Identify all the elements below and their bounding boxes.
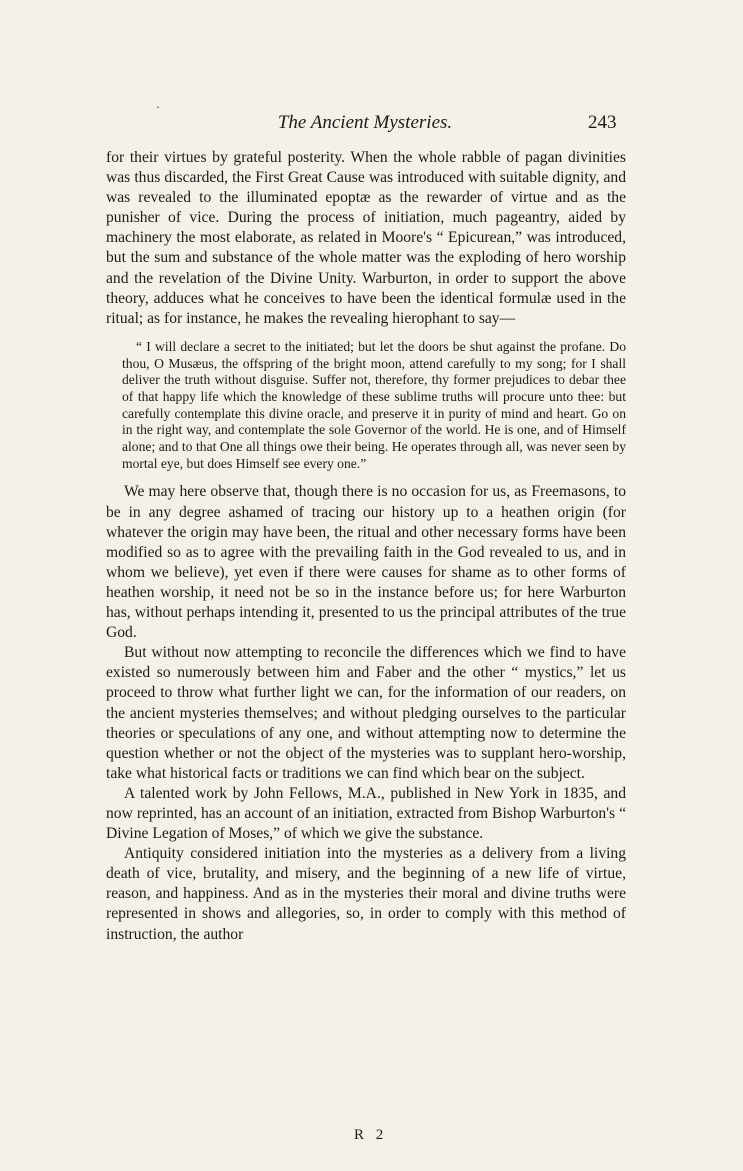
paragraph-5: Antiquity considered initiation into the mysteries as a delivery from a living death of vice, brutality, and misery, and the beginning of a new life of virtue, reason, and happiness. And as in the mysteries their moral and divine truths were represented in shows and allegories, so, in order to comply with this method of instruction, the author — [106, 845, 626, 943]
running-title: The Ancient Mysteries. — [277, 112, 453, 133]
paragraph-2: We may here observe that, though there is no occasion for us, as Freemasons, to be in any degree ashamed of tracing our history up to a heathen origin (for whatever the origin may have been, the ritual and other necessary forms have been modified so as to agree with the prevailing faith in the God revealed to us, and in whom we believe), yet even if there were causes for shame as to other forms of heathen worship, it need not be so in the instance before us; for here Warburton has, without perhaps intending it, presented to us the principal attributes of the true God. — [106, 483, 626, 642]
page-header — [0, 112, 743, 138]
paragraph-4: A talented work by John Fellows, M.A., published in New York in 1835, and now reprinted, has an account of an initiation, extracted from Bishop Warburton's “ Divine Legation of Moses,” of which we give the substance. — [106, 784, 626, 843]
stray-mark: · — [156, 100, 160, 114]
block-quote — [106, 339, 626, 473]
page-body — [106, 148, 626, 945]
paragraph-3: But without now attempting to reconcile the differences which we find to have existed so numerously between him and Faber and the other “ mystics,” let us proceed to throw what further light we can, for the information of our readers, on the ancient mysteries themselves; and without pledging ourselves to the particular theories or speculations of any one, and without attempting now to determine the question whether or not the object of the mysteries was to supplant hero-worship, take what historical facts or traditions we can find which bear on the subject. — [106, 644, 626, 782]
signature-mark: R 2 — [354, 1127, 388, 1143]
quote-text: “ I will declare a secret to the initiated; but let the doors be shut against the profane. Do thou, O Musæus, the offspring of the bright moon, attend carefully to my song; for I shall deliver the truth without disguise. Suffer not, therefore, thy former prejudices to debar thee of that happy life which the knowledge of these sublime truths will procure unto thee: but carefully contemplate this divine oracle, and preserve it in purity of mind and heart. Go on in the right way, and contemplate the sole Governor of the world. He is one, and of Himself alone; and to that One all things owe their being. He operates through all, was never seen by mortal eye, but does Himself see every one.” — [122, 338, 626, 471]
paragraph-1: for their virtues by grateful posterity. When the whole rabble of pagan divinities was thus discarded, the First Great Cause was introduced with suitable dignity, and was revealed to the illuminated epoptæ as the rewarder of virtue and as the punisher of vice. During the process of initiation, much pageantry, aided by machinery the most elaborate, as related in Moore's “ Epicurean,” was introduced, but the sum and substance of the whole matter was the exploding of hero worship and the revelation of the Divine Unity. Warburton, in order to support the above theory, adduces what he conceives to have been the identical formulæ used in the ritual; as for instance, he makes the revealing hierophant to say— — [106, 149, 626, 327]
page-number: 243 — [588, 112, 617, 133]
